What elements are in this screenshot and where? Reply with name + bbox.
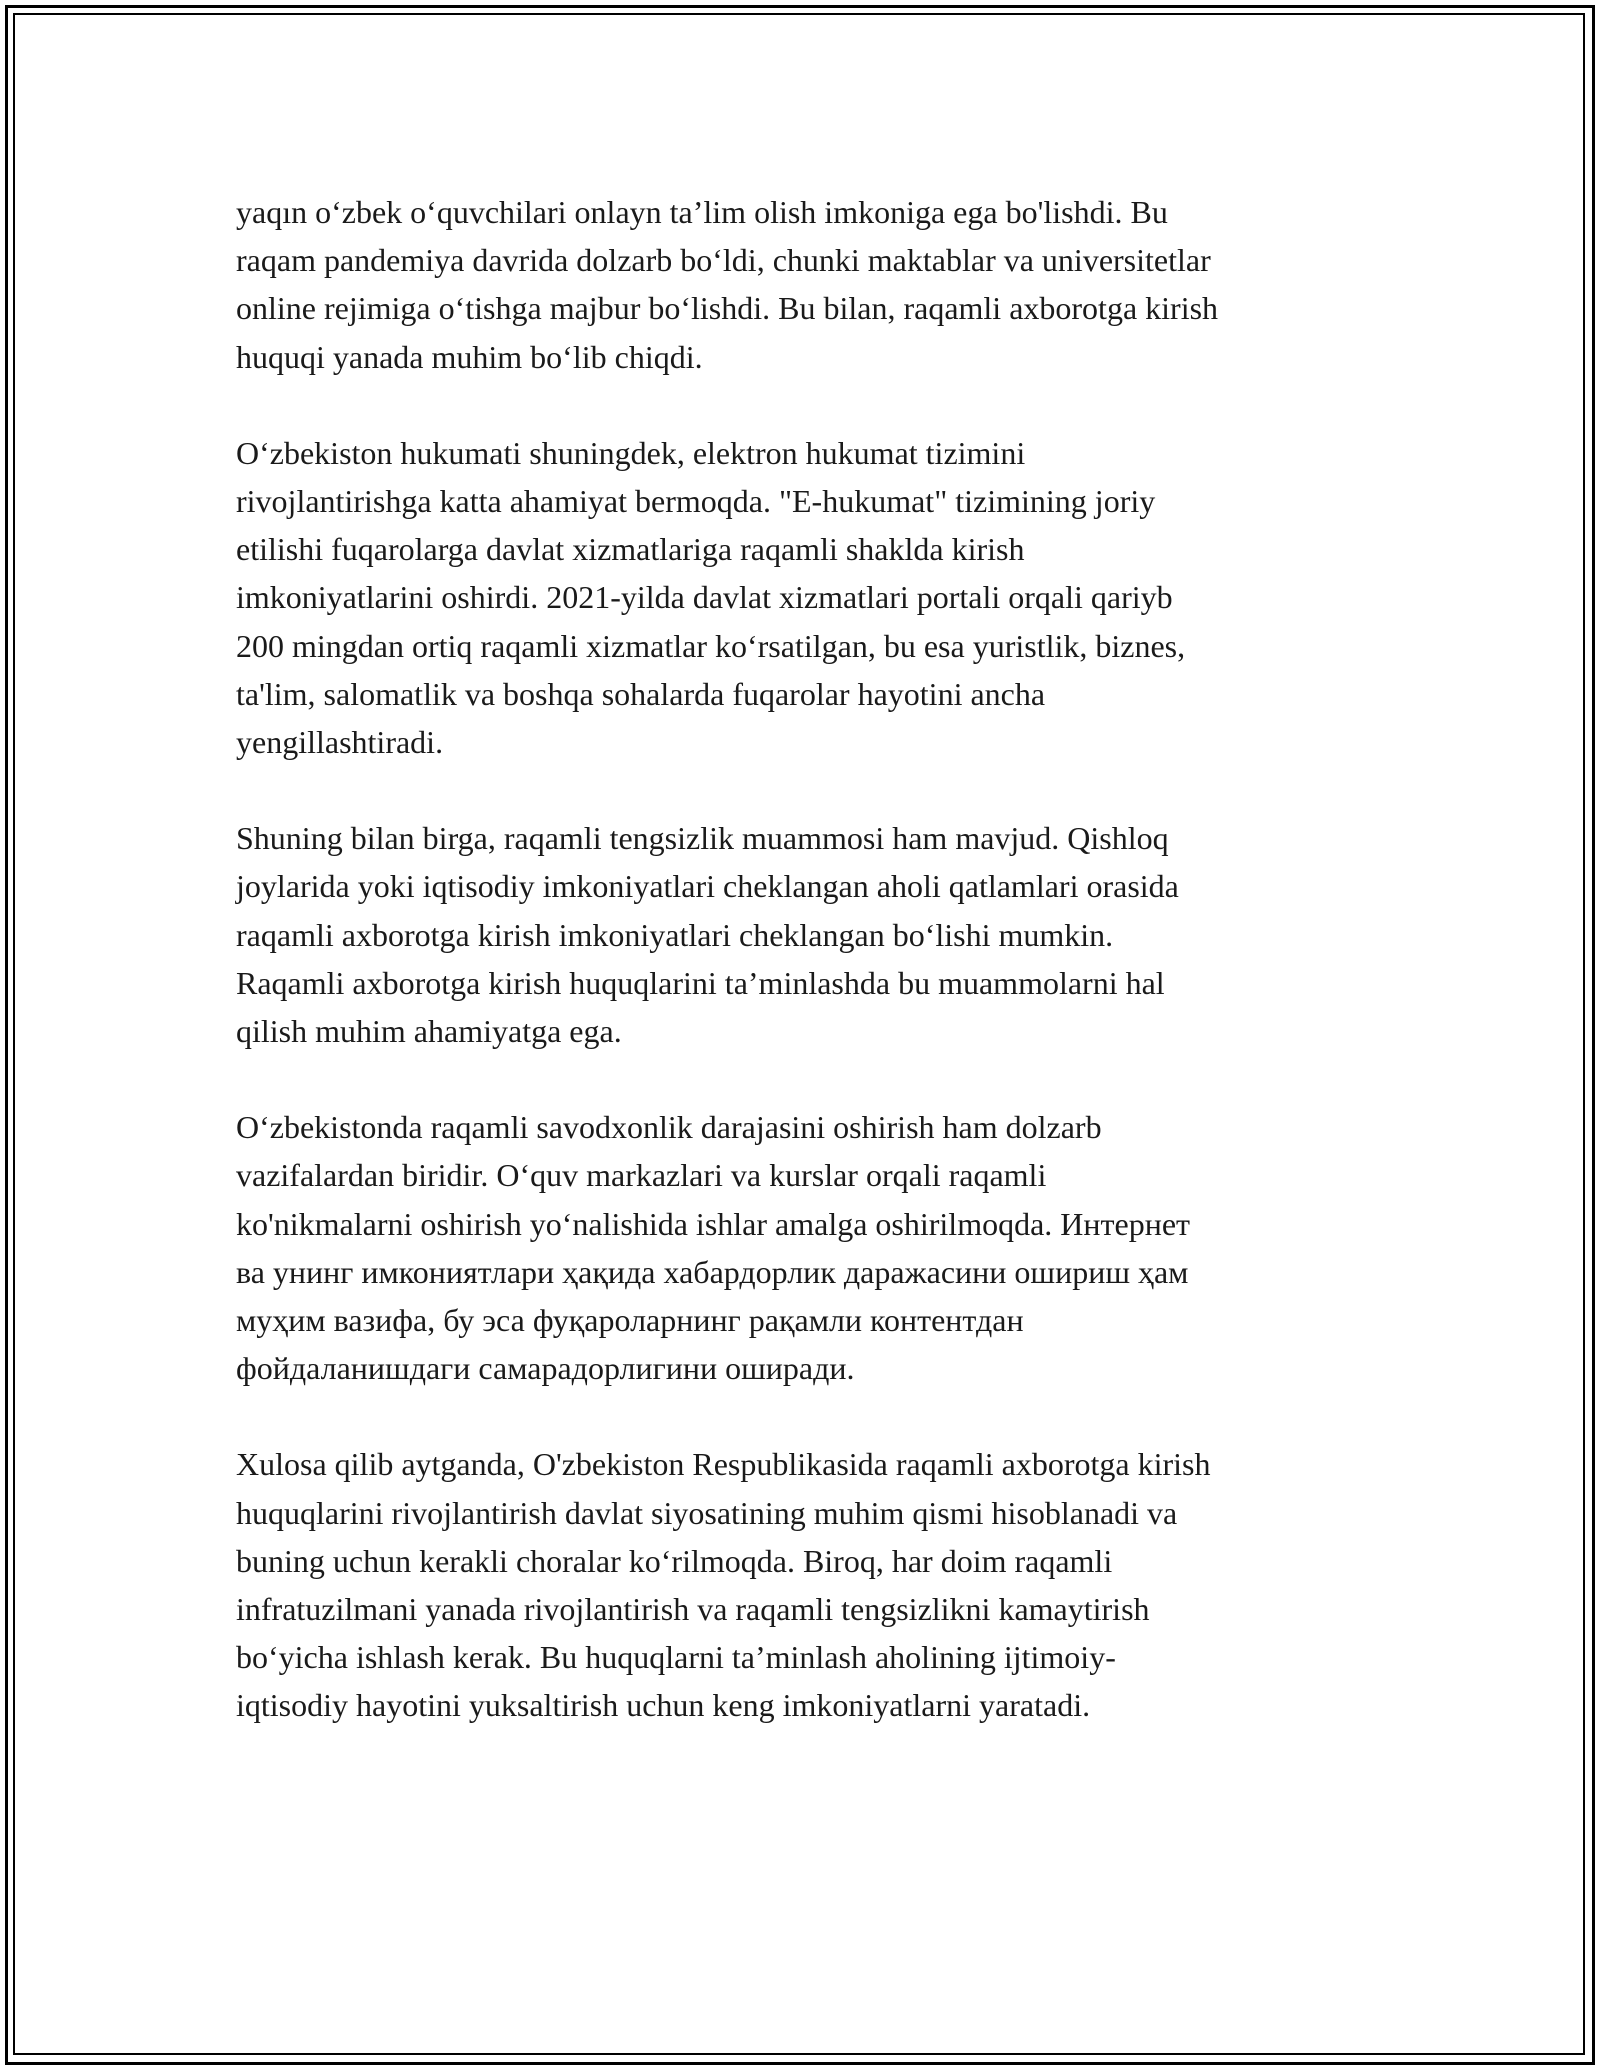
text-line: iqtisodiy hayotini yuksaltirish uchun keng imkoniyatlarni yaratadi.: [236, 1687, 1091, 1724]
text-line: ta'lim, salomatlik va boshqa sohalarda fuqarolar hayotini ancha: [236, 675, 1046, 712]
text-line: O‘zbekistonda raqamli savodxonlik darajasini oshirish ham dolzarb: [236, 1109, 1102, 1146]
text-line: joylarida yoki iqtisodiy imkoniyatlari cheklangan aholi qatlamlari orasida: [236, 868, 1179, 905]
text-line: huquqlarini rivojlantirish davlat siyosatining muhim qismi hisoblanadi va: [236, 1494, 1178, 1531]
text-line: Shuning bilan birga, raqamli tengsizlik muammosi ham mavjud. Qishloq: [236, 820, 1169, 857]
text-line: huquqi yanada muhim bo‘lib chiqdi.: [236, 338, 703, 375]
text-line: yengillashtiradi.: [236, 724, 444, 761]
text-line: ko'nikmalarni oshirish yo‘nalishida ishlar amalga oshirilmoqda. Интернет: [236, 1205, 1191, 1242]
paragraph-digital-literacy: [236, 1103, 1376, 1392]
text-line: yaqın o‘zbek o‘quvchilari onlayn ta’lim olish imkoniga ega bo'lishdi. Bu: [236, 194, 1168, 230]
text-line: ва унинг имкониятлари ҳақида хабардорлик даражасини ошириш ҳам: [236, 1253, 1189, 1290]
text-line: online rejimiga o‘tishga majbur bo‘lishdi. Bu bilan, raqamli axborotga kirish: [236, 290, 1219, 327]
text-line: qilish muhim ahamiyatga ega.: [236, 1013, 622, 1050]
text-line: imkoniyatlarini oshirdi. 2021-yilda davlat xizmatlari portali orqali qariyb: [236, 579, 1173, 616]
text-line: 200 mingdan ortiq raqamli xizmatlar ko‘rsatilgan, bu esa yuristlik, biznes,: [236, 627, 1186, 664]
text-line: raqam pandemiya davrida dolzarb bo‘ldi, chunki maktablar va universitetlar: [236, 242, 1211, 279]
paragraph-online-education: [236, 188, 1376, 381]
text-line: Raqamli axborotga kirish huquqlarini ta’minlashda bu muammolarni hal: [236, 964, 1165, 1001]
text-line: infratuzilmani yanada rivojlantirish va raqamli tengsizlikni kamaytirish: [236, 1591, 1150, 1628]
text-line: O‘zbekiston hukumati shuningdek, elektron hukumat tizimini: [236, 434, 1026, 471]
text-line: Xulosa qilib aytganda, O'zbekiston Respublikasida raqamli axborotga kirish: [236, 1446, 1211, 1483]
text-line: фойдаланишдаги самарадорлигини оширади.: [236, 1350, 855, 1387]
paragraph-digital-inequality: [236, 814, 1376, 1055]
document-body: [236, 188, 1376, 1778]
text-line: buning uchun kerakli choralar ko‘rilmoqda. Biroq, har doim raqamli: [236, 1542, 1113, 1579]
text-line: bo‘yicha ishlash kerak. Bu huquqlarni ta’minlash aholining ijtimoiy-: [236, 1639, 1116, 1676]
paragraph-conclusion: [236, 1440, 1376, 1729]
text-line: raqamli axborotga kirish imkoniyatlari cheklangan bo‘lishi mumkin.: [236, 916, 1114, 953]
text-line: rivojlantirishga katta ahamiyat bermoqda. "E-hukumat" tizimining joriy: [236, 483, 1156, 520]
text-line: муҳим вазифа, бу эса фуқароларнинг рақамли контентдан: [236, 1302, 1024, 1339]
text-line: etilishi fuqarolarga davlat xizmatlariga raqamli shaklda kirish: [236, 531, 1025, 568]
paragraph-e-government: [236, 429, 1376, 766]
text-line: vazifalardan biridir. O‘quv markazlari va kurslar orqali raqamli: [236, 1157, 1047, 1194]
